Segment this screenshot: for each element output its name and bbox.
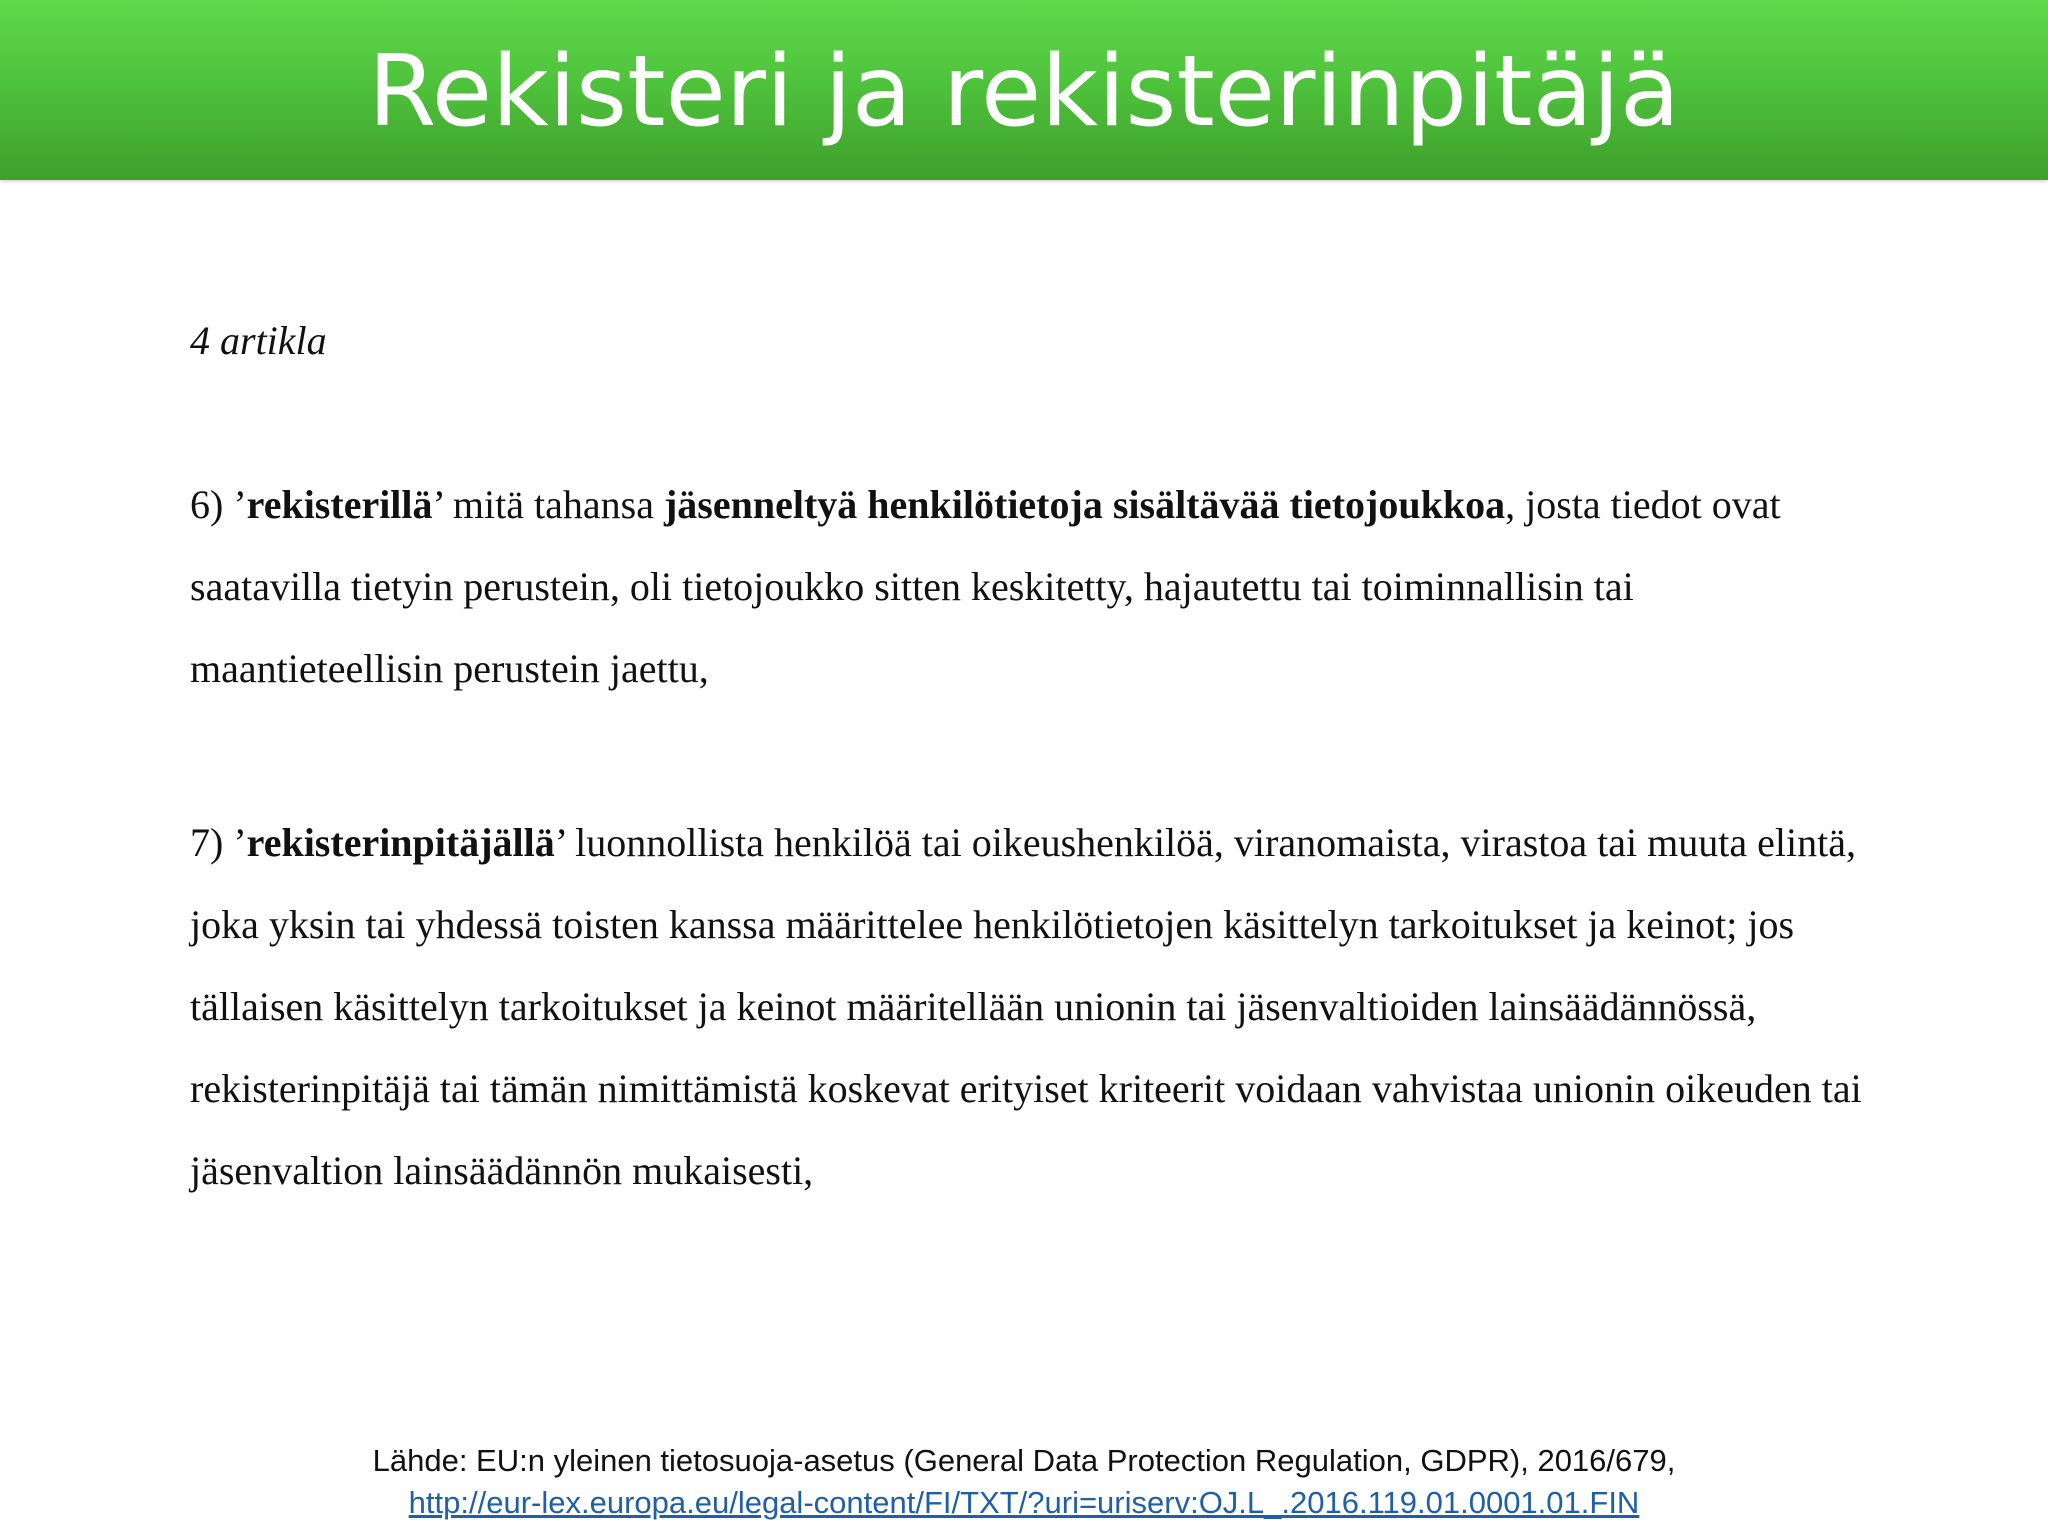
article-heading: 4 artikla [190, 318, 327, 363]
quote-open: ’ [223, 482, 247, 527]
source-citation [0, 1440, 2048, 1524]
definition-paragraph-6 [190, 464, 1890, 710]
quote-open: ’ [223, 820, 247, 865]
quote-close: ’ [554, 820, 566, 865]
definition-text: mitä tahansa [442, 482, 664, 527]
defined-term: rekisterillä [246, 482, 433, 527]
title-bar [0, 0, 2048, 180]
definition-text: luonnollista henkilöä tai oikeushenkilöä, viranomaista, virastoa tai muuta elintä, joka yksin tai yhdessä toisten kanssa määrittelee henkilötietojen käsittelyn tarkoitukset ja keinot; jos tällaisen käsittelyn tarkoitukset ja keinot määritellään unionin tai jäsenvaltioiden lainsäädännössä, rekisterinpitäjä tai tämän nimittämistä koskevat erityiset kriteerit voidaan vahvistaa unionin oikeuden tai jäsenvaltion lainsäädännön mukaisesti, [190, 820, 1862, 1193]
source-label: Lähde: EU:n yleinen tietosuoja-asetus (General Data Protection Regulation, GDPR), 2016/679, [372, 1443, 1676, 1478]
bold-phrase: jäsenneltyä henkilötietoja sisältävää tietojoukkoa [663, 482, 1506, 527]
definition-paragraph-7 [190, 802, 1890, 1212]
slide-title: Rekisteri ja rekisterinpitäjä [368, 35, 1680, 149]
defined-term: rekisterinpitäjällä [246, 820, 555, 865]
source-link[interactable]: http://eur-lex.europa.eu/legal-content/FI/TXT/?uri=uriserv:OJ.L_.2016.119.01.0001.01.FIN [408, 1485, 1640, 1520]
definition-text: , josta tiedot ovat saatavilla tietyin perustein, oli tietojoukko sitten keskitetty, hajautettu tai toiminnallisin tai maantieteellisin perustein jaettu, [190, 482, 1781, 691]
item-number: 7) [190, 820, 224, 865]
item-number: 6) [190, 482, 224, 527]
slide-content [190, 300, 1890, 1212]
quote-close: ’ [432, 482, 443, 527]
